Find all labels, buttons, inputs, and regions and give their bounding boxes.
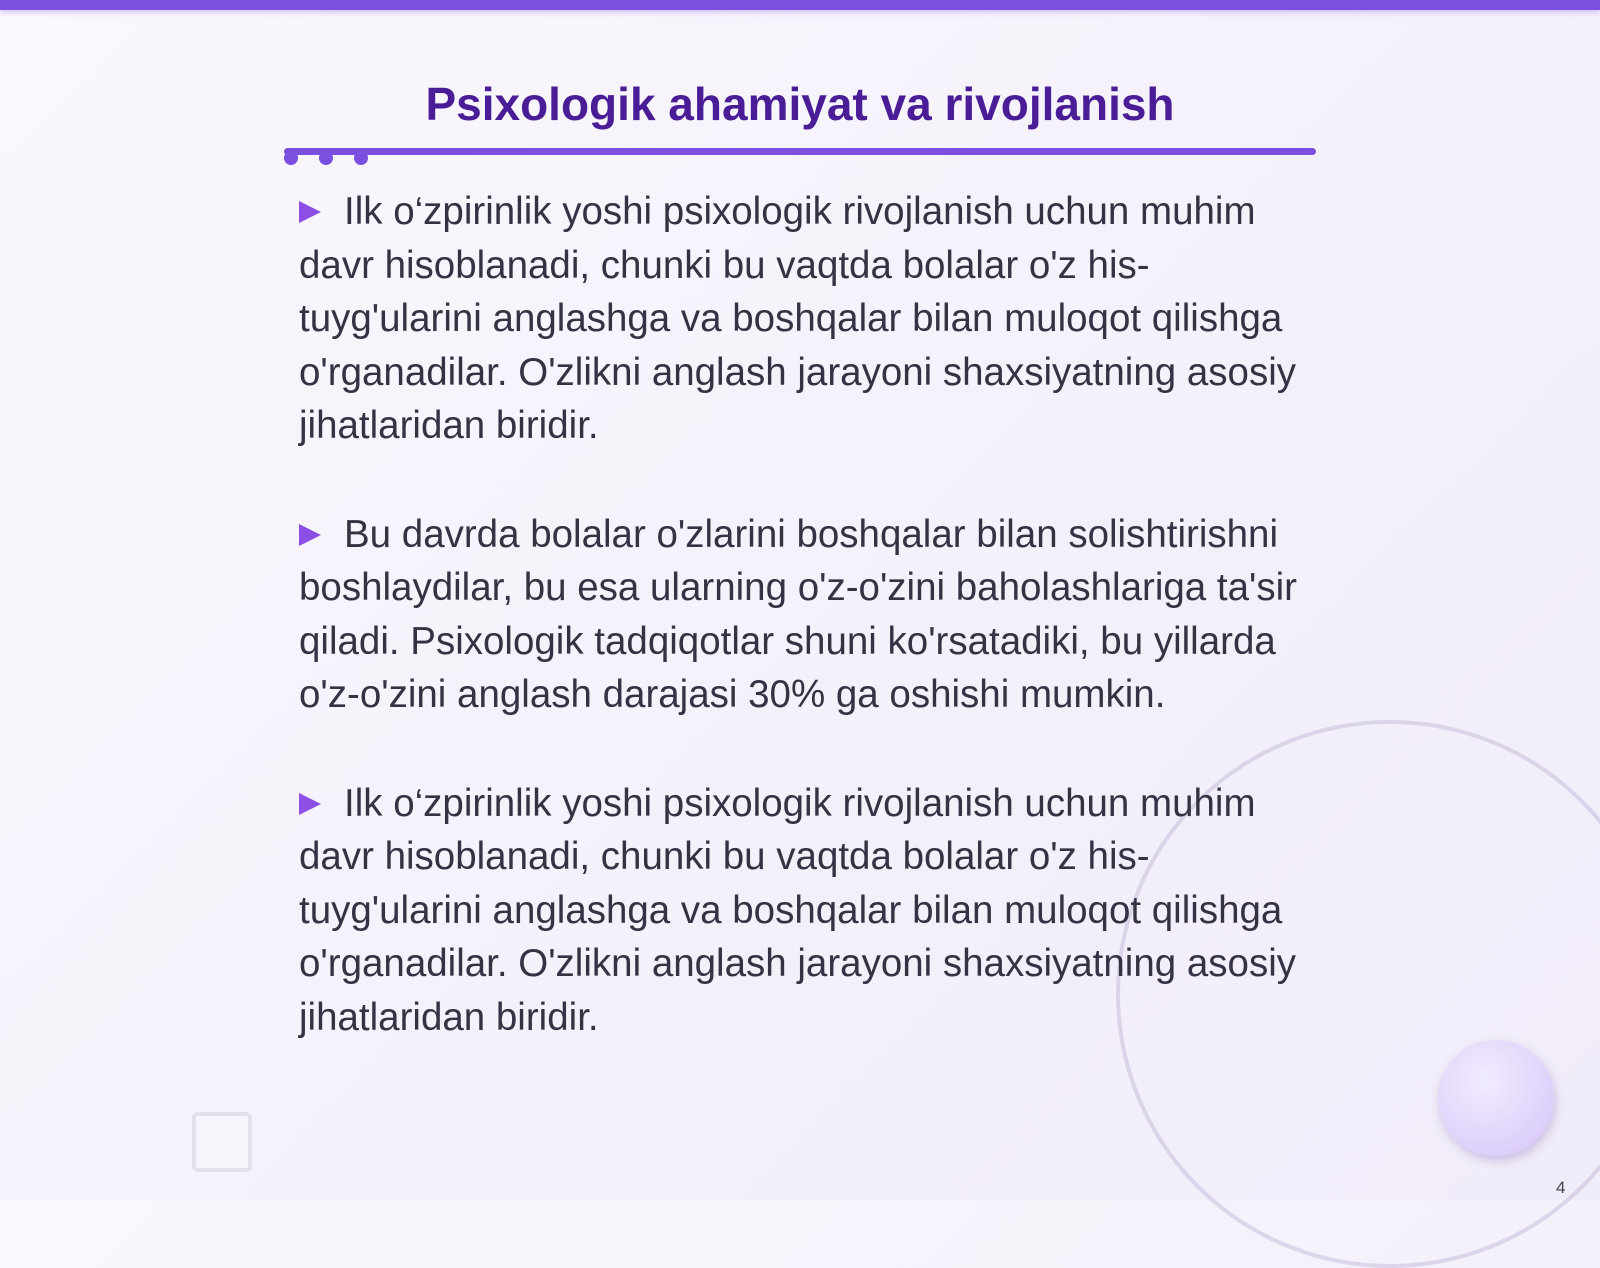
top-accent-bar	[0, 0, 1600, 10]
bullet-arrow-icon	[299, 201, 321, 223]
decor-dot	[284, 151, 298, 165]
bullet-arrow-icon	[299, 524, 321, 546]
decor-dot	[354, 151, 368, 165]
decor-square-icon	[192, 1112, 252, 1172]
title-underline	[284, 148, 1316, 155]
decor-dot	[319, 151, 333, 165]
bullet-list	[299, 185, 1309, 1099]
bullet-text: Ilk o‘zpirinlik yoshi psixologik rivojlanish uchun muhim davr hisoblanadi, chunki bu vaqtda bolalar o'z his-tuyg'ularini anglashga va boshqalar bilan muloqot qilishga o'rganadilar. O'zlikni anglash jarayoni shaxsiyatning asosiy jihatlaridan biridir.	[299, 781, 1296, 1039]
page-number: 4	[1556, 1178, 1566, 1197]
bullet-text: Ilk o‘zpirinlik yoshi psixologik rivojlanish uchun muhim davr hisoblanadi, chunki bu vaqtda bolalar o'z his-tuyg'ularini anglashga va boshqalar bilan muloqot qilishga o'rganadilar. O'zlikni anglash jarayoni shaxsiyatning asosiy jihatlaridan biridir.	[299, 190, 1296, 447]
bullet-item	[299, 777, 1309, 1045]
bullet-text: Bu davrda bolalar o'zlarini boshqalar bilan solishtirishni boshlaydilar, bu esa ularning o'z-o'zini baholashlariga ta'sir qiladi. Psixologik tadqiqotlar shuni ko'rsatadiki, bu yillarda o'z-o'zini anglash darajasi 30% ga oshishi mumkin.	[299, 512, 1297, 716]
bullet-item	[299, 185, 1309, 453]
bullet-arrow-icon	[299, 793, 321, 815]
decor-orb-icon	[1438, 1040, 1554, 1156]
slide-title: Psixologik ahamiyat va rivojlanish	[425, 78, 1175, 130]
bullet-item	[299, 508, 1309, 722]
